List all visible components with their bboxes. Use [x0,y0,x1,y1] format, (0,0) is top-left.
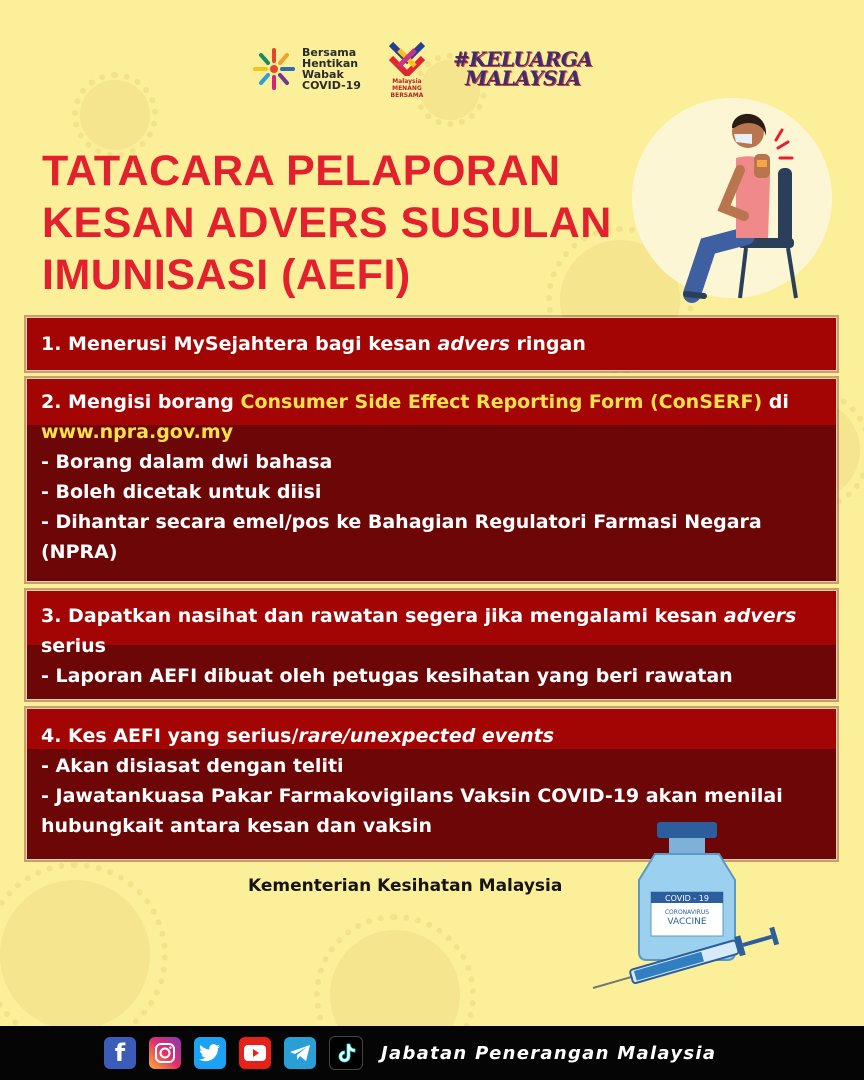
ministry-credit: Kementerian Kesihatan Malaysia [248,876,563,896]
text-run: di [762,391,789,413]
step-2-text [41,387,822,417]
step-2-bullet: - Dihantar secara emel/pos ke Bahagian Regulatori Farmasi Negara (NPRA) [41,511,762,563]
logo-text-line: #KELUARGA [452,47,593,71]
malaysia-menang-bersama-logo [387,40,427,99]
page-title [42,145,662,301]
virus-background-shape [80,80,150,150]
instagram-icon[interactable] [149,1037,181,1069]
telegram-glyph [289,1044,311,1062]
social-footer-bar [0,1026,864,1080]
step-1-box [26,317,837,371]
text-run: 2. Mengisi borang [41,391,241,413]
step-2-bullet: - Borang dalam dwi bahasa [41,451,333,473]
virus-background-shape [0,880,150,1030]
logo-text-line: Hentikan [302,57,359,70]
step-3-bullet: - Laporan AEFI dibuat oleh petugas kesihatan yang beri rawatan [41,665,733,687]
twitter-icon[interactable] [194,1037,226,1069]
step-2-bullet: - Boleh dicetak untuk diisi [41,481,322,503]
step-4-bullet: - Akan disiasat dengan teliti [41,755,344,777]
step-1-text [41,329,822,359]
logo-text-line: Bersama [302,46,357,59]
vial-label-subtitle: CORONAVIRUS [664,909,710,916]
vaccinated-woman-illustration [628,98,832,308]
title-line: TATACARA PELAPORAN [42,147,561,195]
logo-text-line: Wabak [302,68,344,81]
logo-text-line: MENANG [392,84,422,92]
vaccine-vial-illustration [585,820,800,1010]
text-run-italic: advers [437,333,510,355]
text-run: ringan [509,333,586,355]
agency-name: Jabatan Penerangan Malaysia [381,1042,717,1064]
text-run: serius [41,635,106,657]
conserf-form-link[interactable]: Consumer Side Effect Reporting Form (ConSERF) [240,391,763,413]
step-2-box [26,378,837,582]
social-icons [104,1036,363,1070]
text-run-italic: advers [723,605,797,627]
step-3-box [26,590,837,700]
keluarga-malaysia-logo [452,47,593,90]
title-line: KESAN ADVERS SUSULAN [42,199,612,247]
step-4-text [41,721,822,751]
step-3-text [41,601,822,661]
text-run-italic: rare/unexpected events [298,725,554,747]
tiktok-icon[interactable] [329,1036,363,1070]
telegram-icon[interactable] [284,1037,316,1069]
step-4-bullet: - Jawatankuasa Pakar Farmakovigilans Vaksin COVID-19 akan menilai hubungkait antara kesan dan vaksin [41,785,783,837]
logo-text-line: BERSAMA [390,91,424,99]
instagram-glyph [154,1042,176,1064]
partner-logos [252,40,622,98]
woven-logo-icon [387,40,427,76]
youtube-icon[interactable] [239,1037,271,1069]
text-run: 3. Dapatkan nasihat dan rawatan segera jika mengalami kesan [41,605,724,627]
text-run: 4. Kes AEFI yang serius/ [41,725,299,747]
youtube-glyph [244,1045,266,1061]
facebook-icon[interactable] [104,1037,136,1069]
vial-label-name: VACCINE [667,917,707,927]
npra-website-link[interactable]: www.npra.gov.my [41,421,234,443]
logo-text-line: Malaysia [392,77,422,85]
bersama-hentikan-wabak-logo [252,47,361,91]
logo-text-line: MALAYSIA [464,66,581,90]
facebook-glyph: f [114,1039,126,1067]
twitter-glyph [199,1044,221,1062]
sunburst-logo-icon [252,47,296,91]
vial-label-title: COVID - 19 [665,894,709,903]
title-line: IMUNISASI (AEFI) [42,251,411,299]
text-run: 1. Menerusi MySejahtera bagi kesan [41,333,438,355]
tiktok-glyph [335,1042,357,1064]
logo-text-line: COVID-19 [302,79,361,92]
